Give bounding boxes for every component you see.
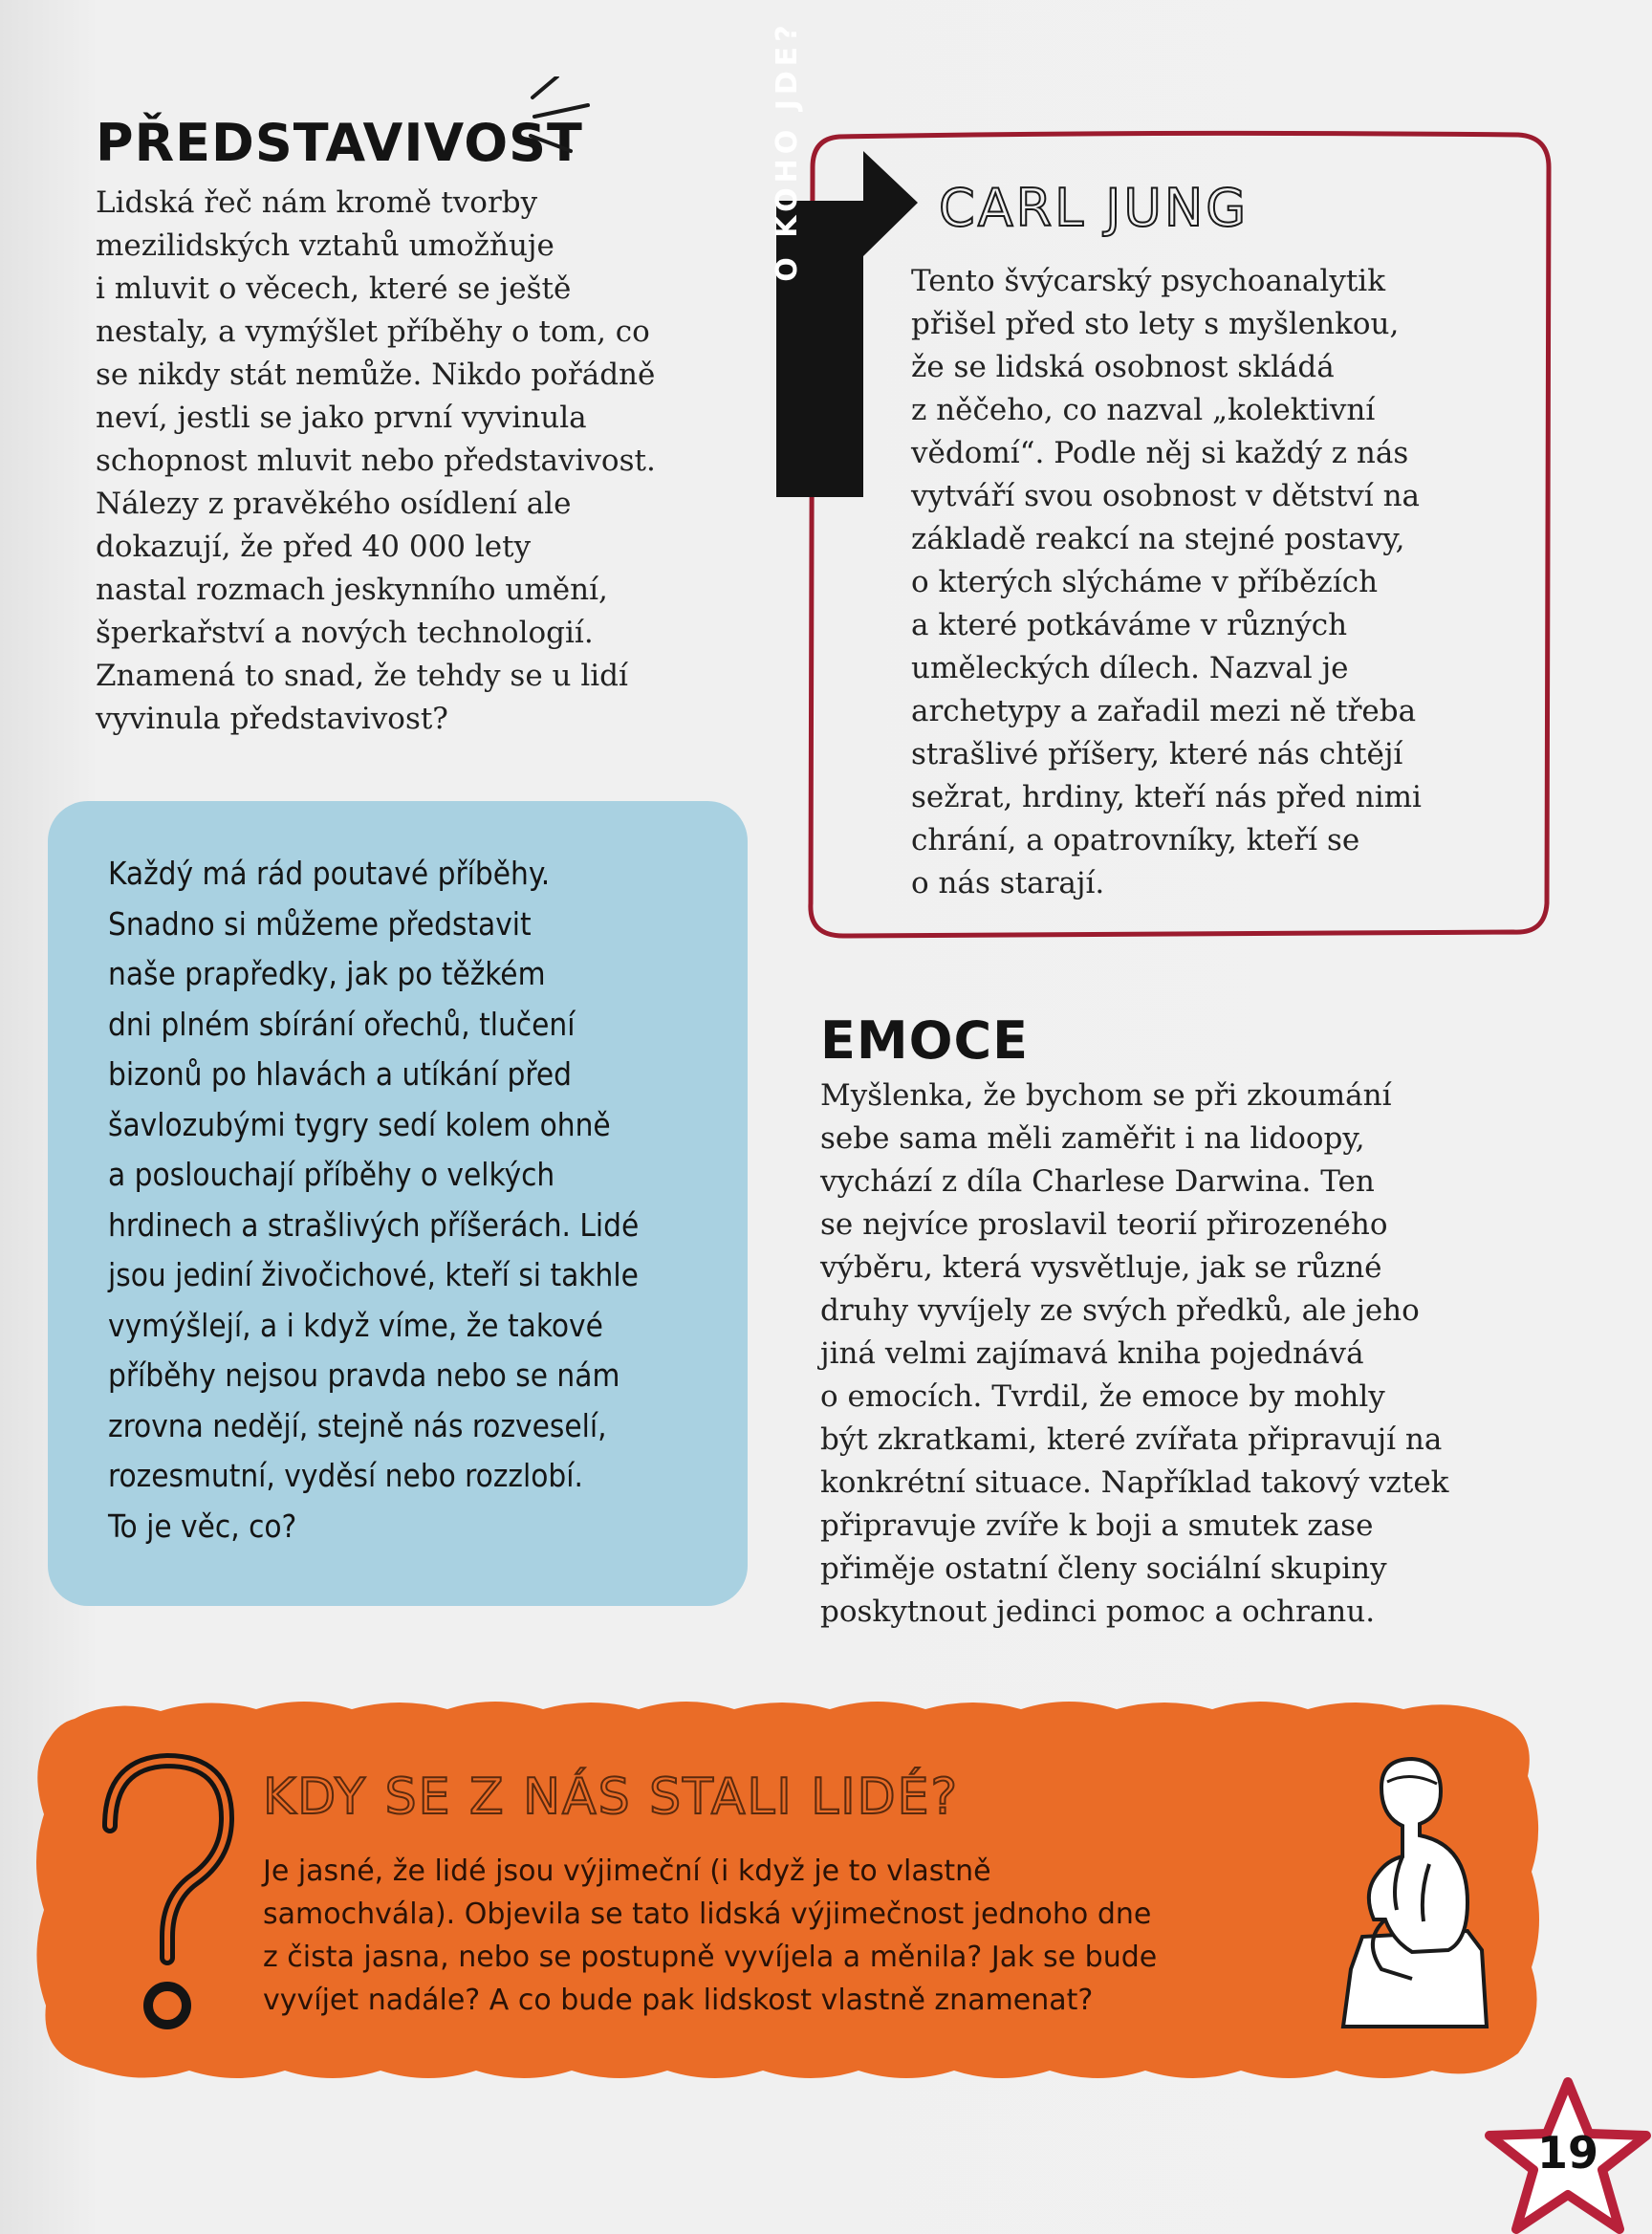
text-line: bizonů po hlavách a utíkání před xyxy=(108,1055,573,1093)
text-line: naše prapředky, jak po těžkém xyxy=(108,955,546,992)
text-line: strašlivé příšery, které nás chtějí xyxy=(911,737,1403,771)
text-line: přiměje ostatní členy sociální skupiny xyxy=(820,1551,1387,1586)
text-line: dni plném sbírání ořechů, tlučení xyxy=(108,1005,576,1043)
text-line: se nikdy stát nemůže. Nikdo pořádně xyxy=(96,358,656,392)
text-line: přišel před sto lety s myšlenkou, xyxy=(911,307,1400,341)
thinker-statue-icon xyxy=(1324,1749,1506,2036)
page-number: 19 xyxy=(1536,2127,1598,2179)
text-line: nestaly, a vymýšlet příběhy o tom, co xyxy=(96,314,650,349)
text-line: základě reakcí na stejné postavy, xyxy=(911,522,1405,556)
text-line: vymýšlejí, a i když víme, že takové xyxy=(108,1306,603,1344)
text-line: být zkratkami, které zvířata připravují na xyxy=(820,1422,1443,1457)
text-line: To je věc, co? xyxy=(108,1507,297,1545)
text-line: Znamená to snad, že tehdy se u lidí xyxy=(96,659,628,693)
text-line: vědomí“. Podle něj si každý z nás xyxy=(911,436,1409,470)
text-line: samochvála). Objevila se tato lidská výjimečnost jednoho dne xyxy=(263,1898,1152,1931)
text-line: Tento švýcarský psychoanalytik xyxy=(911,264,1385,298)
text-line: rozesmutní, vyděsí nebo rozzlobí. xyxy=(108,1457,583,1494)
text-line: i mluvit o věcech, které se ještě xyxy=(96,271,572,306)
section-title-carl-jung: CARL JUNG xyxy=(939,178,1250,238)
text-line: vychází z díla Charlese Darwina. Ten xyxy=(820,1164,1375,1199)
text-line: chrání, a opatrovníky, kteří se xyxy=(911,823,1360,857)
text-line: a které potkáváme v různých xyxy=(911,608,1348,642)
text-line: sebe sama měli zaměřit i na lidoopy, xyxy=(820,1121,1365,1156)
text-line: z něčeho, co nazval „kolektivní xyxy=(911,393,1376,427)
text-line: výběru, která vysvětluje, jak se různé xyxy=(820,1250,1382,1285)
text-line: šavlozubými tygry sedí kolem ohně xyxy=(108,1105,611,1143)
text-line: Nálezy z pravěkého osídlení ale xyxy=(96,487,572,521)
who-is-it-tag: O KOHO JDE? xyxy=(770,20,804,282)
text-line: Lidská řeč nám kromě tvorby xyxy=(96,185,538,220)
text-line: příběhy nejsou pravda nebo se nám xyxy=(108,1356,620,1394)
text-line: druhy vyvíjely ze svých předků, ale jeho xyxy=(820,1293,1420,1328)
text-line: hrdinech a strašlivých příšerách. Lidé xyxy=(108,1205,640,1244)
text-line: Snadno si můžeme představit xyxy=(108,904,532,943)
text-line: že se lidská osobnost skládá xyxy=(911,350,1335,384)
section-title-question: KDY SE Z NÁS STALI LIDÉ? xyxy=(263,1768,960,1826)
question-text xyxy=(263,1850,1157,2022)
text-line: o kterých slýcháme v příbězích xyxy=(911,565,1379,599)
text-line: vyvíjet nadále? A co bude pak lidskost vlastně znamenat? xyxy=(263,1984,1094,2017)
question-mark-icon xyxy=(91,1749,244,2046)
text-line: uměleckých dílech. Nazval je xyxy=(911,651,1349,685)
text-line: jsou jediní živočichové, kteří si takhle xyxy=(108,1256,639,1293)
text-line: dokazují, že před 40 000 lety xyxy=(96,530,532,564)
text-line: šperkařství a nových technologií. xyxy=(96,616,594,650)
text-line: zrovna nedějí, stejně nás rozveselí, xyxy=(108,1406,607,1444)
text-line: a poslouchají příběhy o velkých xyxy=(108,1156,555,1193)
emphasis-lines-icon xyxy=(521,76,598,163)
text-line: Je jasné, že lidé jsou výjimeční (i když je to vlastně xyxy=(263,1854,991,1888)
text-line: z čista jasna, nebo se postupně vyvíjela a měnila? Jak se bude xyxy=(263,1941,1158,1974)
text-line: připravuje zvíře k boji a smutek zase xyxy=(820,1508,1374,1543)
emoce-text xyxy=(820,1074,1448,1634)
stories-text xyxy=(108,849,639,1551)
jung-text xyxy=(911,260,1422,905)
text-line: Myšlenka, že bychom se při zkoumání xyxy=(820,1078,1392,1113)
text-line: sežrat, hrdiny, kteří nás před nimi xyxy=(911,780,1422,814)
text-line: nastal rozmach jeskynního umění, xyxy=(96,573,608,607)
text-line: Každý má rád poutavé příběhy. xyxy=(108,855,551,892)
text-line: konkrétní situace. Například takový vztek xyxy=(820,1465,1449,1500)
section-title-predstavivost: PŘEDSTAVIVOST xyxy=(96,113,583,173)
text-line: vytváří svou osobnost v dětství na xyxy=(911,479,1421,513)
text-line: archetypy a zařadil mezi ně třeba xyxy=(911,694,1417,728)
text-line: poskytnout jedinci pomoc a ochranu. xyxy=(820,1594,1376,1629)
predstavivost-text xyxy=(96,182,656,741)
text-line: o nás starají. xyxy=(911,866,1105,900)
text-line: mezilidských vztahů umožňuje xyxy=(96,228,554,263)
section-title-emoce: EMOCE xyxy=(820,1010,1030,1071)
text-line: o emocích. Tvrdil, že emoce by mohly xyxy=(820,1379,1385,1414)
text-line: neví, jestli se jako první vyvinula xyxy=(96,401,587,435)
text-line: schopnost mluvit nebo představivost. xyxy=(96,444,656,478)
text-line: jiná velmi zajímavá kniha pojednává xyxy=(820,1336,1364,1371)
text-line: vyvinula představivost? xyxy=(96,702,448,736)
text-line: se nejvíce proslavil teorií přirozeného xyxy=(820,1207,1388,1242)
